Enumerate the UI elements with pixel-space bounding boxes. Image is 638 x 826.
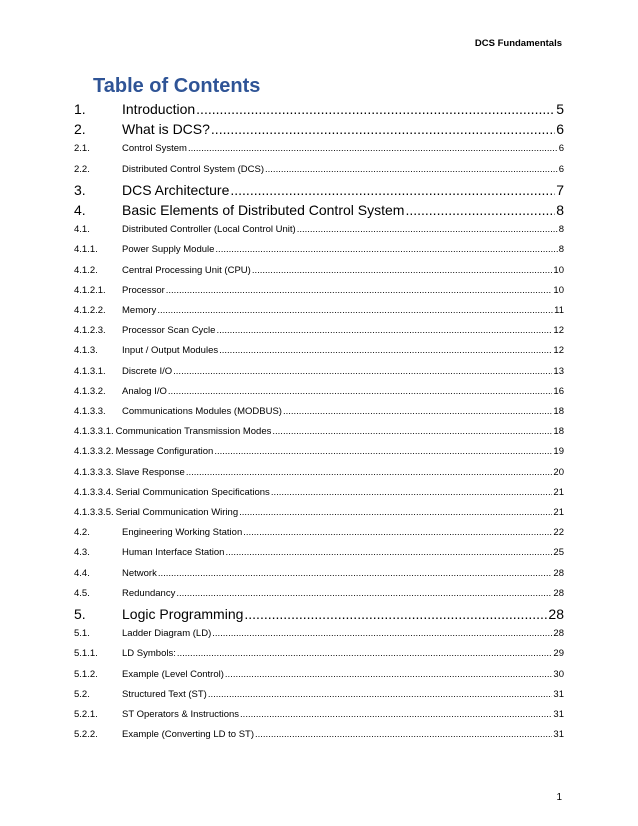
toc-entry-label: DCS Architecture (122, 181, 230, 198)
toc-entry-label: LD Symbols: (122, 648, 176, 660)
toc-entry[interactable] (74, 202, 564, 218)
toc-entry-number: 5.2.2. (74, 729, 98, 741)
toc-entry-label: Distributed Control System (DCS) (122, 163, 265, 175)
toc-entry[interactable] (74, 729, 564, 740)
toc-dot-leader (214, 446, 552, 457)
toc-entry-page: 31 (553, 709, 564, 720)
toc-entry[interactable] (74, 164, 564, 175)
toc-entry-page: 31 (553, 729, 564, 741)
toc-entry-page: 16 (553, 385, 564, 397)
toc-entry-page: 19 (553, 446, 564, 458)
toc-entry-number: 5.1. (74, 628, 90, 640)
toc-dot-leader (219, 345, 552, 356)
toc-entry-number: 4.1.3.1. (74, 365, 106, 377)
toc-entry-page: 18 (553, 406, 564, 417)
toc-entry-number: 4.1.3.3.5. (74, 507, 114, 518)
toc-dot-leader (215, 244, 557, 255)
toc-entry-page: 6 (556, 121, 564, 138)
toc-entry-page: 22 (553, 527, 564, 539)
toc-entry-page: 8 (558, 224, 564, 236)
toc-entry-label: Network (122, 567, 157, 579)
toc-dot-leader (166, 285, 553, 296)
toc-dot-leader (173, 366, 552, 377)
toc-entry-label: Processor Scan Cycle (122, 325, 216, 337)
toc-entry-number: 5.2.1. (74, 709, 98, 720)
toc-entry-number: 4.1.3.3.1. (74, 426, 114, 438)
toc-entry-page: 28 (553, 567, 564, 579)
toc-entry-label: Serial Communication Wiring (115, 507, 239, 518)
toc-title: Table of Contents (93, 75, 261, 97)
toc-entry-label: Structured Text (ST) (122, 688, 207, 700)
toc-entry-number: 4.5. (74, 587, 90, 599)
toc-dot-leader (255, 729, 552, 740)
toc-entry-number: 2. (74, 121, 86, 138)
toc-entry-page: 20 (553, 466, 564, 478)
toc-entry-label: Memory (122, 305, 157, 316)
toc-entry-label: Ladder Diagram (LD) (122, 628, 212, 640)
toc-entry-page: 31 (553, 688, 564, 700)
toc-entry-label: Discrete I/O (122, 365, 173, 377)
toc-entry-number: 4.4. (74, 567, 90, 579)
toc-dot-leader (272, 426, 552, 437)
toc-dot-leader (230, 182, 555, 198)
toc-entry-number: 4.1.3.3.3. (74, 466, 114, 478)
toc-entry-number: 4.1.2.1. (74, 284, 106, 296)
toc-entry-page: 8 (556, 202, 564, 218)
toc-entry-page: 8 (558, 244, 564, 256)
toc-entry-label: Input / Output Modules (122, 345, 219, 357)
toc-entry-number: 4.1.3. (74, 345, 98, 357)
toc-dot-leader (283, 406, 552, 417)
toc-dot-leader (240, 709, 552, 720)
toc-dot-leader (243, 527, 552, 538)
toc-entry-number: 5. (74, 606, 86, 622)
toc-entry[interactable] (74, 285, 564, 296)
toc-entry-page: 6 (558, 143, 564, 155)
toc-entry-label: Message Configuration (115, 446, 214, 458)
toc-dot-leader (225, 547, 552, 558)
toc-entry-number: 4.1.2.2. (74, 305, 106, 316)
toc-entry[interactable] (74, 487, 564, 498)
toc-dot-leader (211, 121, 555, 137)
toc-entry[interactable] (74, 265, 564, 276)
toc-entry-page: 10 (553, 264, 564, 276)
toc-entry-page: 18 (553, 426, 564, 438)
toc-entry-page: 11 (554, 305, 564, 316)
toc-entry-page: 6 (558, 163, 564, 175)
toc-entry-page: 28 (553, 628, 564, 640)
toc-dot-leader (208, 689, 553, 700)
toc-dot-leader (186, 467, 553, 478)
page-number: 1 (556, 792, 562, 803)
toc-entry-page: 21 (553, 486, 564, 498)
toc-entry-label: Human Interface Station (122, 547, 225, 559)
toc-entry[interactable] (74, 669, 564, 680)
toc-entry[interactable] (74, 606, 564, 622)
toc-entry[interactable] (74, 406, 564, 417)
toc-entry-number: 4.1.3.3.2. (74, 446, 114, 458)
toc-entry[interactable] (74, 507, 564, 518)
toc-entry[interactable] (74, 648, 564, 659)
toc-dot-leader (188, 143, 558, 154)
toc-entry[interactable] (74, 446, 564, 457)
toc-entry[interactable] (74, 224, 564, 235)
toc-entry-label: Introduction (122, 101, 196, 117)
toc-entry[interactable] (74, 305, 564, 316)
toc-dot-leader (271, 487, 553, 498)
running-header: DCS Fundamentals (474, 38, 562, 49)
toc-entry-number: 4.3. (74, 547, 90, 559)
toc-dot-leader (252, 265, 553, 276)
toc-dot-leader (405, 202, 555, 218)
toc-entry-page: 5 (556, 101, 564, 117)
toc-dot-leader (157, 305, 553, 316)
toc-entry-number: 2.1. (74, 143, 90, 155)
toc-entry[interactable] (74, 244, 564, 255)
toc-entry[interactable] (74, 182, 564, 198)
toc-dot-leader (244, 606, 547, 622)
toc-entry-number: 4.1.3.3.4. (74, 486, 114, 498)
toc-entry-page: 12 (553, 325, 564, 337)
toc-dot-leader (216, 325, 552, 336)
toc-entry-page: 10 (553, 284, 564, 296)
toc-entry-page: 7 (556, 181, 564, 198)
toc-entry-number: 3. (74, 181, 86, 198)
toc-entry-number: 5.1.1. (74, 648, 98, 660)
toc-entry-label: Communications Modules (MODBUS) (122, 406, 282, 417)
toc-entry-label: Redundancy (122, 587, 176, 599)
toc-entry-number: 4.1.2.3. (74, 325, 106, 337)
toc-entry[interactable] (74, 628, 564, 639)
toc-dot-leader (212, 628, 552, 639)
toc-entry-label: Basic Elements of Distributed Control System (122, 202, 405, 218)
toc-entry-page: 25 (553, 547, 564, 559)
toc-entry[interactable] (74, 689, 564, 700)
toc-entry-label: ST Operators & Instructions (122, 709, 240, 720)
toc-entry[interactable] (74, 386, 564, 397)
toc-entry-label: Example (Converting LD to ST) (122, 729, 254, 741)
toc-entry-number: 4.1.2. (74, 264, 98, 276)
toc-dot-leader (177, 648, 553, 659)
toc-entry-label: Distributed Controller (Local Control Unit) (122, 224, 296, 236)
toc-entry-number: 4.1.3.2. (74, 385, 106, 397)
toc-entry-number: 1. (74, 101, 86, 117)
toc-dot-leader (158, 568, 553, 579)
toc-dot-leader (168, 386, 553, 397)
toc-entry-label: Control System (122, 143, 187, 155)
toc-entry-number: 5.1.2. (74, 668, 98, 680)
toc-entry-number: 4. (74, 202, 86, 218)
toc-entry-number: 5.2. (74, 688, 90, 700)
toc-entry[interactable] (74, 527, 564, 538)
toc-entry-label: Power Supply Module (122, 244, 215, 256)
toc-entry[interactable] (74, 143, 564, 154)
toc-entry-number: 4.1. (74, 224, 90, 236)
toc-entry[interactable] (74, 426, 564, 437)
toc-entry[interactable] (74, 325, 564, 336)
toc-dot-leader (196, 101, 555, 117)
toc-entry[interactable] (74, 467, 564, 478)
toc-entry[interactable] (74, 709, 564, 720)
toc-dot-leader (297, 224, 558, 235)
toc-entry-page: 21 (553, 507, 564, 518)
toc-entry-label: Communication Transmission Modes (115, 426, 272, 438)
toc-entry-number: 4.2. (74, 527, 90, 539)
toc-dot-leader (176, 588, 552, 599)
toc-entry[interactable] (74, 121, 564, 137)
toc-entry-page: 28 (548, 606, 564, 622)
toc-entry-label: Processor (122, 284, 165, 296)
toc-entry[interactable] (74, 547, 564, 558)
toc-entry[interactable] (74, 588, 564, 599)
toc-entry-label: Slave Response (115, 466, 185, 478)
toc-entry-label: Analog I/O (122, 385, 167, 397)
toc-entry[interactable] (74, 568, 564, 579)
toc-entry-page: 30 (553, 668, 564, 680)
toc-entry-page: 28 (553, 587, 564, 599)
toc-dot-leader (225, 669, 553, 680)
toc-entry-number: 2.2. (74, 163, 90, 175)
toc-entry-page: 13 (553, 365, 564, 377)
toc-entry-label: Engineering Working Station (122, 527, 243, 539)
toc-entry[interactable] (74, 345, 564, 356)
toc-entry-label: Example (Level Control) (122, 668, 224, 680)
toc-entry-label: Serial Communication Specifications (115, 486, 270, 498)
toc-entry[interactable] (74, 366, 564, 377)
toc-entry-label: What is DCS? (122, 121, 210, 138)
toc-entry[interactable] (74, 101, 564, 117)
toc-entry-page: 29 (553, 648, 564, 660)
toc-entry-page: 12 (553, 345, 564, 357)
toc-entry-number: 4.1.1. (74, 244, 98, 256)
toc-dot-leader (265, 164, 558, 175)
toc-entry-number: 4.1.3.3. (74, 406, 106, 417)
toc-entry-label: Logic Programming (122, 606, 244, 622)
toc-dot-leader (239, 507, 552, 518)
toc-entry-label: Central Processing Unit (CPU) (122, 264, 251, 276)
